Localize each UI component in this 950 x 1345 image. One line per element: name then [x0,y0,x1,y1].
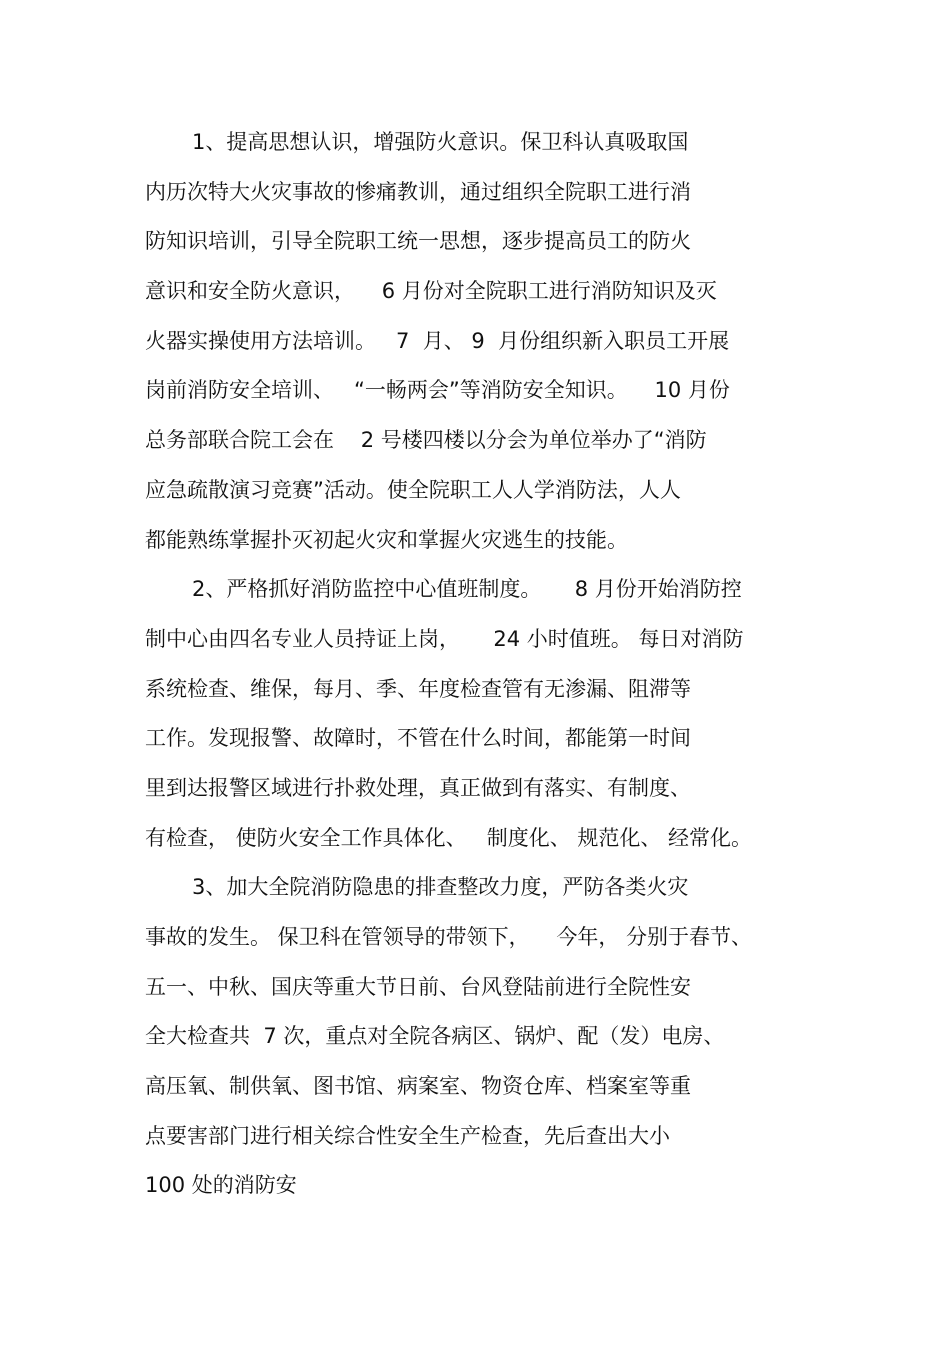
paragraph-1-line: 意识和安全防火意识， 6 月份对全院职工进行消防知识及灭 [145,279,717,304]
paragraph-2-line: 2、严格抓好消防监控中心值班制度。 8 月份开始消防控 [192,577,742,602]
paragraph-3-line: 五一、中秋、国庆等重大节日前、台风登陆前进行全院性安 [145,974,691,999]
paragraph-2-line: 有检查， 使防火安全工作具体化、 制度化、 规范化、 经常化。 [145,825,753,850]
paragraph-3-line: 全大检查共 7 次，重点对全院各病区、锅炉、配（发）电房、 [145,1024,725,1049]
paragraph-1-line: 总务部联合院工会在 2 号楼四楼以分会为单位举办了“消防 [145,428,707,453]
paragraph-3-line: 高压氧、制供氧、图书馆、病案室、物资仓库、档案室等重 [145,1074,691,1099]
paragraph-1-line: 火器实操使用方法培训。 7 月、 9 月份组织新入职员工开展 [145,328,730,353]
paragraph-3-line: 事故的发生。 保卫科在管领导的带领下， 今年， 分别于春节、 [145,925,753,949]
paragraph-2-line: 工作。发现报警、故障时，不管在什么时间，都能第一时间 [145,726,691,751]
paragraph-1-line: 1、提高思想认识，增强防火意识。保卫科认真吸取国 [192,130,689,154]
paragraph-1-line: 都能熟练掌握扑灭初起火灾和掌握火灾逃生的技能。 [145,527,628,552]
paragraph-3-line: 点要害部门进行相关综合性安全生产检查，先后查出大小 [145,1123,670,1148]
paragraph-1-line: 应急疏散演习竞赛”活动。使全院职工人人学消防法，人人 [145,477,681,502]
paragraph-1-line: 防知识培训，引导全院职工统一思想，逐步提高员工的防火 [145,229,691,254]
paragraph-1-line: 内历次特大火灾事故的惨痛教训，通过组织全院职工进行消 [145,179,691,204]
paragraph-1-line: 岗前消防安全培训、 “一畅两会”等消防安全知识。 10 月份 [145,378,730,403]
body-text [145,118,915,1211]
paragraph-2-line: 制中心由四名专业人员持证上岗， 24 小时值班。 每日对消防 [145,626,744,651]
paragraph-3-line: 3、加大全院消防隐患的排查整改力度，严防各类火灾 [192,875,689,900]
paragraph-3-line: 100 处的消防安 [145,1173,297,1198]
paragraph-2-line: 里到达报警区域进行扑救处理，真正做到有落实、有制度、 [145,775,691,800]
paragraph-2-line: 系统检查、维保，每月、季、年度检查管有无渗漏、阻滞等 [145,676,691,701]
